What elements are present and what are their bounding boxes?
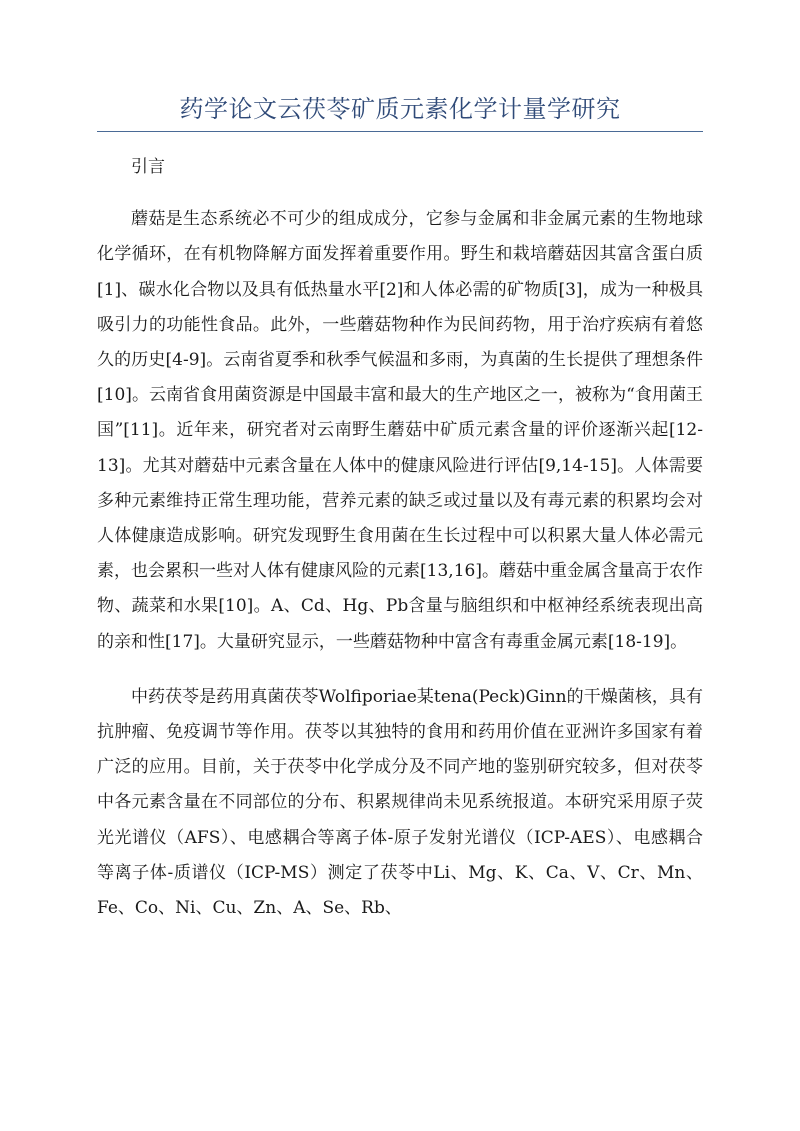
paragraph-2: 中药茯苓是药用真菌茯苓Wolfiporiae某tena(Peck)Ginn的干燥菌核，具有抗肿瘤、免疫调节等作用。茯苓以其独特的食用和药用价值在亚洲许多国家有着广泛的应用。目前，关于茯苓中化学成分及不同产地的鉴别研究较多，但对茯苓中各元素含量在不同部位的分布、积累规律尚未见系统报道。本研究采用原子荧光光谱仪（AFS）、电感耦合等离子体-原子发射光谱仪（ICP-AES）、电感耦合等离子体-质谱仪（ICP-MS）测定了茯苓中Li、Mg、K、Ca、V、Cr、Mn、Fe、Co、Ni、Cu、Zn、A、Se、Rb、 (97, 686, 703, 919)
document-body (97, 150, 703, 946)
document-title: 药学论文云茯苓矿质元素化学计量学研究 (179, 95, 621, 123)
paragraph-1: 蘑菇是生态系统必不可少的组成成分，它参与金属和非金属元素的生物地球化学循环，在有机物降解方面发挥着重要作用。野生和栽培蘑菇因其富含蛋白质[1]、碳水化合物以及具有低热量水平[2]和人体必需的矿物质[3]，成为一种极具吸引力的功能性食品。此外，一些蘑菇物种作为民间药物，用于治疗疾病有着悠久的历史[4-9]。云南省夏季和秋季气候温和多雨，为真菌的生长提供了理想条件[10]。云南省食用菌资源是中国最丰富和最大的生产地区之一，被称为“食用菌王国”[11]。近年来，研究者对云南野生蘑菇中矿质元素含量的评价逐渐兴起[12-13]。尤其对蘑菇中元素含量在人体中的健康风险进行评估[9,14-15]。人体需要多种元素维持正常生理功能，营养元素的缺乏或过量以及有毒元素的积累均会对人体健康造成影响。研究发现野生食用菌在生长过程中可以积累大量人体必需元素，也会累积一些对人体有健康风险的元素[13,16]。蘑菇中重金属含量高于农作物、蔬菜和水果[10]。A、Cd、Hg、Pb含量与脑组织和中枢神经系统表现出高的亲和性[17]。大量研究显示，一些蘑菇物种中富含有毒重金属元素[18-19]。 (97, 209, 703, 652)
section-heading: 引言 (131, 157, 165, 177)
title-divider (97, 131, 703, 132)
